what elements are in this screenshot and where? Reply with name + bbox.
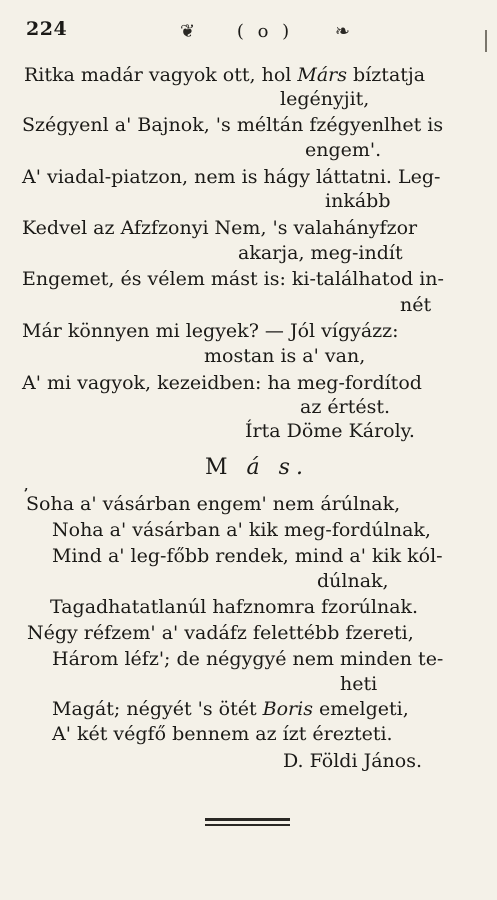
poem2-line: heti (340, 673, 378, 695)
closing-rule-top (205, 818, 290, 821)
poem1-line: Kedvel az Afzfzonyi Nem, 's valahányfzor (22, 217, 418, 239)
right-flourish-icon: ❧ (334, 20, 350, 42)
poem1-line: Ritka madár vagyok ott, hol Márs bíztatja (24, 64, 426, 86)
poem2-line: A' két végfő bennem az ízt érezteti. (52, 723, 393, 745)
poem1-line: Már könnyen mi legyek? — Jól vígyázz: (22, 320, 399, 342)
author-signature: D. Földi János. (283, 750, 422, 772)
poem1-line: Engemet, és vélem mást is: ki-találhatod in- (22, 268, 444, 290)
poem1-line: akarja, meg-indít (238, 242, 403, 264)
header-center-mark: ( o ) (236, 20, 294, 42)
closing-rule-bottom (205, 824, 290, 826)
poem2-line: Tagadhatatlanúl hafznomra fzorúlnak. (50, 596, 419, 618)
margin-mark: ‚ (24, 479, 29, 494)
poem2-line: dúlnak, (317, 570, 389, 592)
left-flourish-icon: ❦ (180, 20, 196, 42)
author-signature: Írta Döme Károly. (245, 420, 415, 442)
poem1-line: engem'. (305, 139, 382, 161)
poem2-line: Három léfz'; de négygyé nem minden te- (52, 648, 444, 670)
poem1-line: mostan is a' van, (204, 345, 366, 367)
poem1-line: inkább (325, 190, 391, 212)
poem2-line: Magát; négyét 's ötét Boris emelgeti, (52, 698, 409, 720)
poem1-line: Szégyenl a' Bajnok, 's méltán fzégyenlhet is (22, 114, 444, 136)
poem2-line: Noha a' vásárban a' kik meg-fordúlnak, (52, 519, 431, 541)
poem1-line: legényjit, (280, 88, 370, 110)
page-number: 224 (26, 18, 68, 40)
poem2-line: Soha a' vásárban engem' nem árúlnak, (26, 493, 401, 515)
poem1-line: nét (400, 294, 432, 316)
poem1-line: az értést. (300, 396, 391, 418)
edge-mark (485, 30, 487, 52)
poem1-line: A' mi vagyok, kezeidben: ha meg-fordítod (22, 372, 422, 394)
poem-title: M á s. (205, 455, 309, 480)
poem1-line: A' viadal-piatzon, nem is hágy láttatni. Leg- (22, 166, 441, 188)
page-header (20, 14, 477, 46)
poem2-line: Négy réfzem' a' vadáfz felettébb fzereti, (27, 622, 414, 644)
header-ornament (180, 16, 350, 46)
poem2-line: Mind a' leg-főbb rendek, mind a' kik kól- (52, 545, 443, 567)
